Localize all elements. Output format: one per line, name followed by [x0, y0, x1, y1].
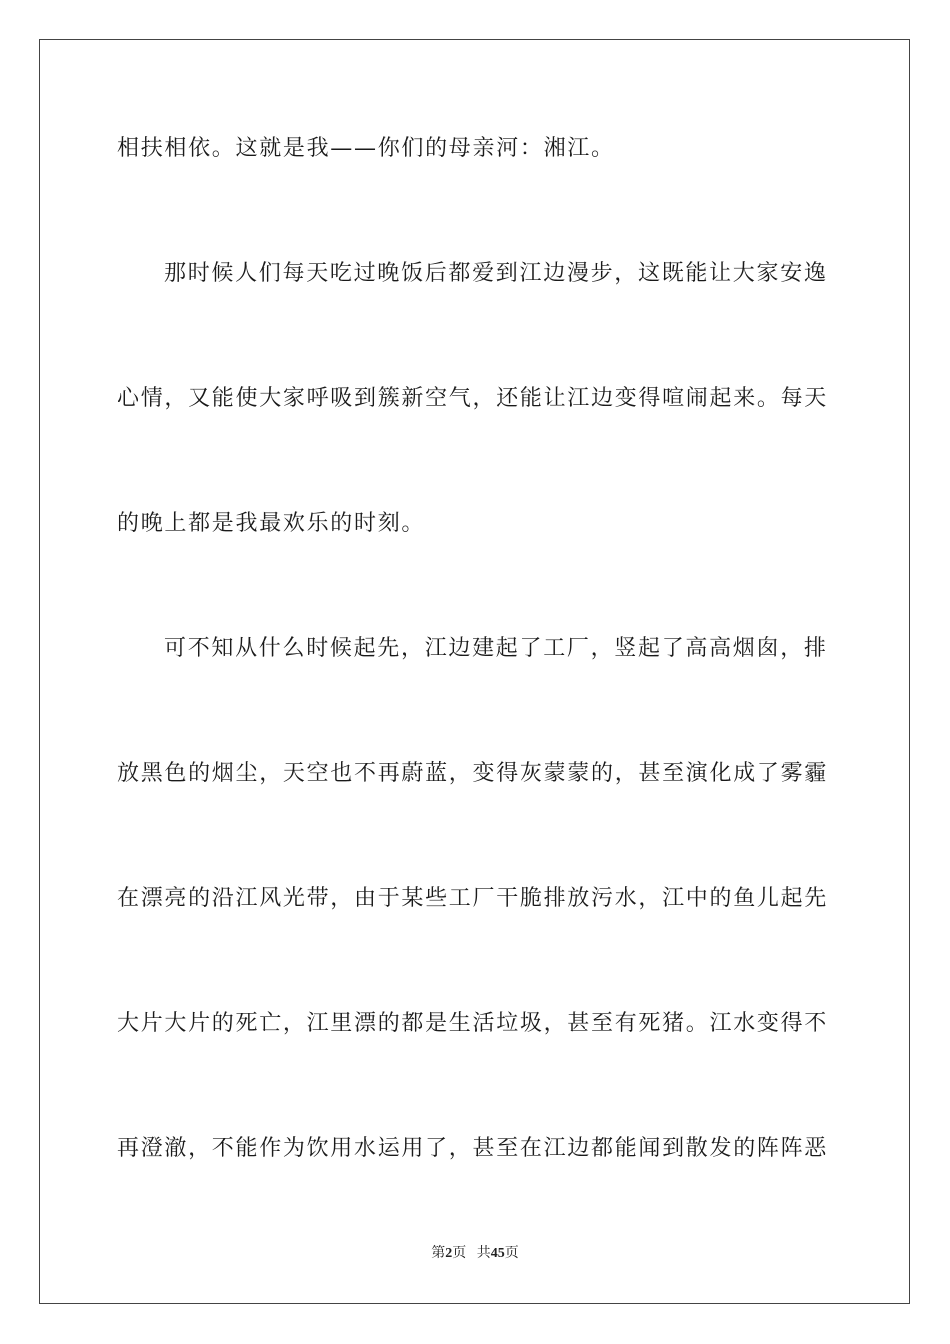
total-suffix: 页 [504, 1246, 519, 1261]
text-line: 大片大片的死亡，江里漂的都是生活垃圾，甚至有死猪。江水变得不 [117, 1011, 829, 1036]
text-line: 在漂亮的沿江风光带，由于某些工厂干脆排放污水，江中的鱼儿起先 [117, 886, 829, 911]
page-footer [0, 1244, 950, 1264]
text-line: 放黑色的烟尘，天空也不再蔚蓝，变得灰蒙蒙的，甚至演化成了雾霾 [117, 761, 829, 786]
text-line: 再澄澈，不能作为饮用水运用了，甚至在江边都能闻到散发的阵阵恶 [117, 1136, 829, 1161]
page-prefix: 第 [431, 1246, 446, 1261]
paragraph-first-line: 可不知从什么时候起先，江边建起了工厂，竖起了高高烟囱，排 [164, 636, 828, 661]
page-border [39, 39, 910, 1304]
text-line: 心情，又能使大家呼吸到簇新空气，还能让江边变得喧闹起来。每天 [117, 386, 829, 411]
text-line: 的晚上都是我最欢乐的时刻。 [117, 511, 426, 536]
paragraph-first-line: 那时候人们每天吃过晚饭后都爱到江边漫步，这既能让大家安逸 [164, 261, 828, 286]
total-prefix: 共 [476, 1246, 491, 1261]
page-suffix: 页 [452, 1246, 467, 1261]
text-line: 相扶相依。这就是我——你们的母亲河：湘江。 [117, 136, 615, 161]
page-number: 2 [445, 1246, 453, 1261]
total-pages: 45 [490, 1246, 505, 1261]
